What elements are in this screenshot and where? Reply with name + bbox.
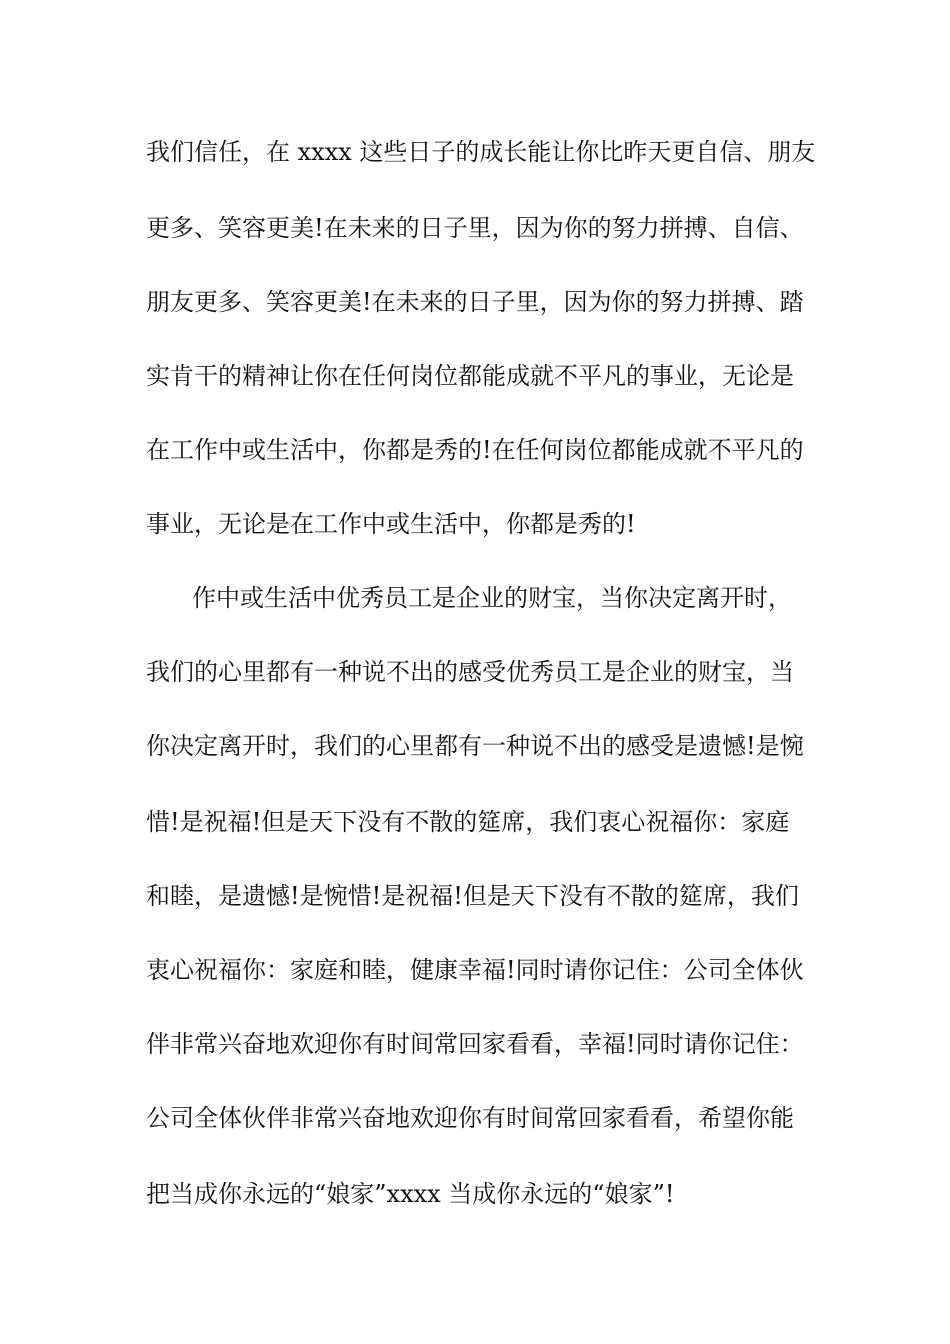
text-line-9: 你决定离开时，我们的心里都有一种说不出的感受是遗憾!是惋: [146, 732, 804, 760]
text-line-4: 实肯干的精神让你在任何岗位都能成就不平凡的事业，无论是: [146, 362, 794, 390]
text-line-6: 事业，无论是在工作中或生活中，你都是秀的!: [146, 510, 636, 538]
text-line-11: 和睦，是遗憾!是惋惜!是祝福!但是天下没有不散的筵席，我们: [146, 882, 799, 910]
text-line-1: 我们信任，在 xxxx 这些日子的成长能让你比昨天更自信、朋友: [146, 138, 816, 166]
text-line-8: 我们的心里都有一种说不出的感受优秀员工是企业的财宝，当: [146, 658, 794, 686]
text-line-3: 朋友更多、笑容更美!在未来的日子里，因为你的努力拼搏、踏: [146, 288, 804, 316]
text-line-7: 作中或生活中优秀员工是企业的财宝，当你决定离开时，: [192, 584, 792, 612]
text-line-14: 公司全体伙伴非常兴奋地欢迎你有时间常回家看看，希望你能: [146, 1104, 794, 1132]
text-line-2: 更多、笑容更美!在未来的日子里，因为你的努力拼搏、自信、: [146, 214, 804, 242]
text-line-10: 惜!是祝福!但是天下没有不散的筵席，我们衷心祝福你：家庭: [146, 808, 790, 836]
text-line-5: 在工作中或生活中，你都是秀的!在任何岗位都能成就不平凡的: [146, 436, 804, 464]
text-line-13: 伴非常兴奋地欢迎你有时间常回家看看，幸福!同时请你记住：: [146, 1030, 804, 1058]
text-line-15: 把当成你永远的“娘家”xxxx 当成你永远的“娘家”!: [146, 1180, 675, 1208]
text-line-12: 衷心祝福你：家庭和睦，健康幸福!同时请你记住：公司全体伙: [146, 956, 804, 984]
